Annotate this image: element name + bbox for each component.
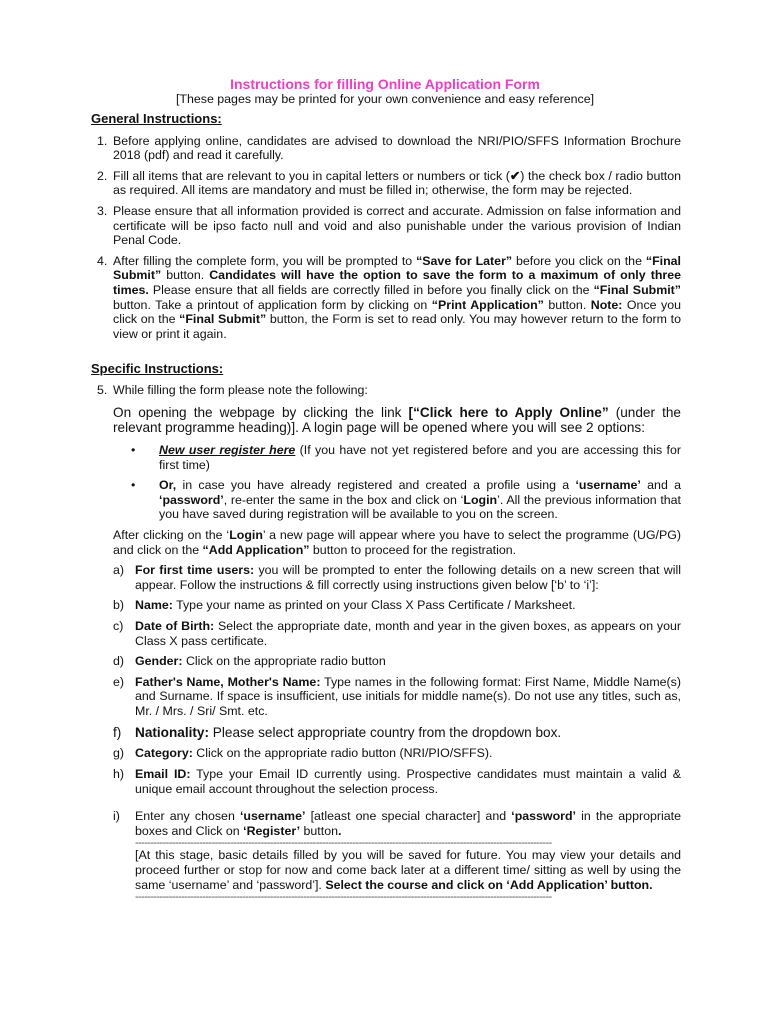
or-label: Or, <box>159 478 177 493</box>
item-number: 1. <box>97 133 108 148</box>
sub-item-text: Select the appropriate date, month and year in the given boxes, as appears on your Class X pass certificate. <box>135 619 681 648</box>
period: . <box>337 823 342 838</box>
login-label: Login <box>229 528 263 543</box>
item-text: While filling the form please note the following: <box>113 382 368 397</box>
sub-item-heading: Gender: <box>135 654 183 669</box>
instruction-item-4 <box>91 254 681 342</box>
sub-item-text: Click on the appropriate radio button (NRI/PIO/SFFS). <box>192 746 493 761</box>
item-text: After filling the complete form, you will be prompted to <box>113 253 417 268</box>
register-label: ‘Register’ <box>243 823 301 838</box>
final-submit-label: “Final Submit” <box>179 312 267 327</box>
item-text: before you click on the <box>512 253 646 268</box>
sub-item-h <box>91 767 681 796</box>
item-text: button. Take a printout of application form by clicking on <box>113 297 432 312</box>
para-text: ’ a new page will appear where you have to select the programme (UG/PG) and click on the <box>113 528 682 557</box>
instruction-item-2 <box>91 169 681 198</box>
instruction-item-1 <box>91 134 681 163</box>
sub-item-g <box>91 746 681 761</box>
note-text: [At this stage, basic details filled by you will be saved for future. You may view your details and proceed further or stop for now and come back later at a different time/ sitting as well by using the same ‘username’ and ‘password’]. <box>135 848 681 892</box>
username-label: ‘username’ <box>239 809 306 824</box>
add-application-label: “Add Application” <box>202 542 310 557</box>
sub-item-i <box>91 809 681 838</box>
sub-item-heading: For first time users: <box>135 563 255 578</box>
sub-item-label: i) <box>113 809 120 824</box>
bullet-icon: • <box>131 443 136 458</box>
sub-item-e <box>91 675 681 719</box>
sub-item-a <box>91 563 681 592</box>
print-application-label: “Print Application” <box>431 297 544 312</box>
bullet-text: , re-enter the same in the box and click on ‘ <box>223 492 464 507</box>
sub-item-text: Type your name as printed on your Class X Pass Certificate / Marksheet. <box>172 598 576 613</box>
para-text: (under the relevant programme heading)]. A login page will be opened where you will see 2 options: <box>113 404 681 436</box>
item-text: Please ensure that all fields are correctly filled in before you finally click on the <box>148 282 594 297</box>
general-instructions-heading: General Instructions: <box>91 111 222 126</box>
item-text: button. <box>543 297 591 312</box>
password-label: ‘password’ <box>511 809 576 824</box>
sub-item-label: g) <box>113 746 125 761</box>
item-text: Once you click on the <box>113 297 682 327</box>
save-for-later-label: “Save for Later” <box>416 253 513 268</box>
sub-item-f <box>91 725 681 741</box>
sub-item-text: Enter any chosen <box>135 809 240 824</box>
sub-item-text: button <box>300 823 338 838</box>
sub-item-label: c) <box>113 619 124 634</box>
new-user-register-link[interactable]: New user register here <box>159 443 296 458</box>
password-label: ‘password’ <box>159 492 224 507</box>
final-submit-label: “Final Submit” <box>113 253 681 283</box>
separator-top: ---------------------------------------------------------------------------------------------------------------------------------------- <box>135 838 552 849</box>
bullet-text: (If you have not yet registered before and you are accessing this for first time) <box>159 443 681 472</box>
item-number: 2. <box>97 168 108 183</box>
instruction-item-3 <box>91 204 681 248</box>
page-title: Instructions for filling Online Application Form <box>230 76 540 92</box>
sub-item-text: Type your Email ID currently using. Prospective candidates must maintain a valid & unique email account throughout the selection process. <box>135 766 681 796</box>
sub-item-c <box>91 619 681 648</box>
stage-note <box>91 848 681 892</box>
item-text: ) the check box / radio button as required. All items are mandatory and must be filled in; otherwise, the form may be rejected. <box>113 168 681 198</box>
sub-item-label: h) <box>113 766 125 781</box>
opening-webpage-paragraph <box>91 405 681 437</box>
page-subtitle: [These pages may be printed for your own convenience and easy reference] <box>175 92 595 106</box>
tick-mark: ✔ <box>509 168 521 183</box>
note-emphasis: Select the course and click on ‘Add Application’ button. <box>325 877 653 892</box>
login-label: Login <box>463 492 498 507</box>
username-label: ‘username’ <box>575 478 641 493</box>
apply-online-link-label: [“Click here to Apply Online” <box>408 404 609 420</box>
item-text: button. <box>161 268 210 283</box>
bullet-icon: • <box>131 478 136 493</box>
separator-bottom: ---------------------------------------------------------------------------------------------------------------------------------------- <box>135 892 552 903</box>
save-limit-note: Candidates will have the option to save the form to a maximum of only three times. <box>113 268 681 297</box>
sub-item-label: f) <box>113 724 122 740</box>
sub-item-text: you will be prompted to enter the following details on a new screen that will appear. Follow the instructions & fill correctly using instructions given below [‘b’ to ‘i’]: <box>135 563 681 592</box>
after-login-paragraph <box>91 528 681 557</box>
item-number: 3. <box>97 203 108 218</box>
item-number: 4. <box>97 253 108 268</box>
sub-item-heading: Date of Birth: <box>135 619 215 634</box>
item-text: Fill all items that are relevant to you in capital letters or numbers or tick ( <box>113 168 510 183</box>
specific-instructions-heading: Specific Instructions: <box>91 361 224 377</box>
item-text: Before applying online, candidates are advised to download the NRI/PIO/SFFS Information Brochure 2018 (pdf) and read it carefully. <box>113 133 681 163</box>
sub-item-heading: Email ID: <box>135 766 191 781</box>
sub-item-heading: Father's Name, Mother's Name: <box>135 674 321 689</box>
bullet-text: and a <box>640 478 682 493</box>
sub-item-heading: Category: <box>135 746 193 761</box>
instruction-item-5 <box>91 383 681 398</box>
sub-item-label: e) <box>113 674 125 689</box>
sub-item-heading: Name: <box>135 598 173 613</box>
sub-item-label: a) <box>113 563 125 578</box>
final-submit-label: “Final Submit” <box>593 282 681 297</box>
sub-item-label: b) <box>113 598 125 613</box>
sub-item-heading: Nationality: <box>135 724 210 740</box>
para-text: After clicking on the ‘ <box>113 528 230 543</box>
bullet-text: in case you have already registered and created a profile using a <box>176 478 576 493</box>
sub-item-text: in the appropriate boxes and Click on <box>135 809 681 838</box>
bullet-text: ’. All the previous information that you have saved during registration will be available to you on the screen. <box>159 492 681 522</box>
item-number: 5. <box>97 382 108 397</box>
para-text: On opening the webpage by clicking the link <box>113 404 409 420</box>
note-label: Note: <box>590 297 623 312</box>
item-text: Please ensure that all information provided is correct and accurate. Admission on false information and certificate will be ipso facto null and void and also punishable under the various provision of Indian Penal Code. <box>113 203 681 248</box>
instructions-body <box>91 112 681 902</box>
sub-item-text: Please select appropriate country from the dropdown box. <box>209 724 562 740</box>
sub-item-text: Type names in the following format: First Name, Middle Name(s) and Surname. If space is insufficient, use initials for middle name(s). Do not use any titles, such as, Mr. / Mrs. / Sri/ Smt. etc. <box>135 674 681 718</box>
item-text: button, the Form is set to read only. You may however return to the form to view or print it again. <box>113 312 681 341</box>
para-text: button to proceed for the registration. <box>309 542 517 557</box>
sub-item-text: [atleast one special character] and <box>305 809 512 824</box>
sub-item-text: Click on the appropriate radio button <box>182 654 386 669</box>
sub-item-d <box>91 654 681 669</box>
sub-item-b <box>91 598 681 613</box>
option-new-user <box>91 443 681 472</box>
sub-item-label: d) <box>113 654 125 669</box>
option-existing-user <box>91 478 681 522</box>
